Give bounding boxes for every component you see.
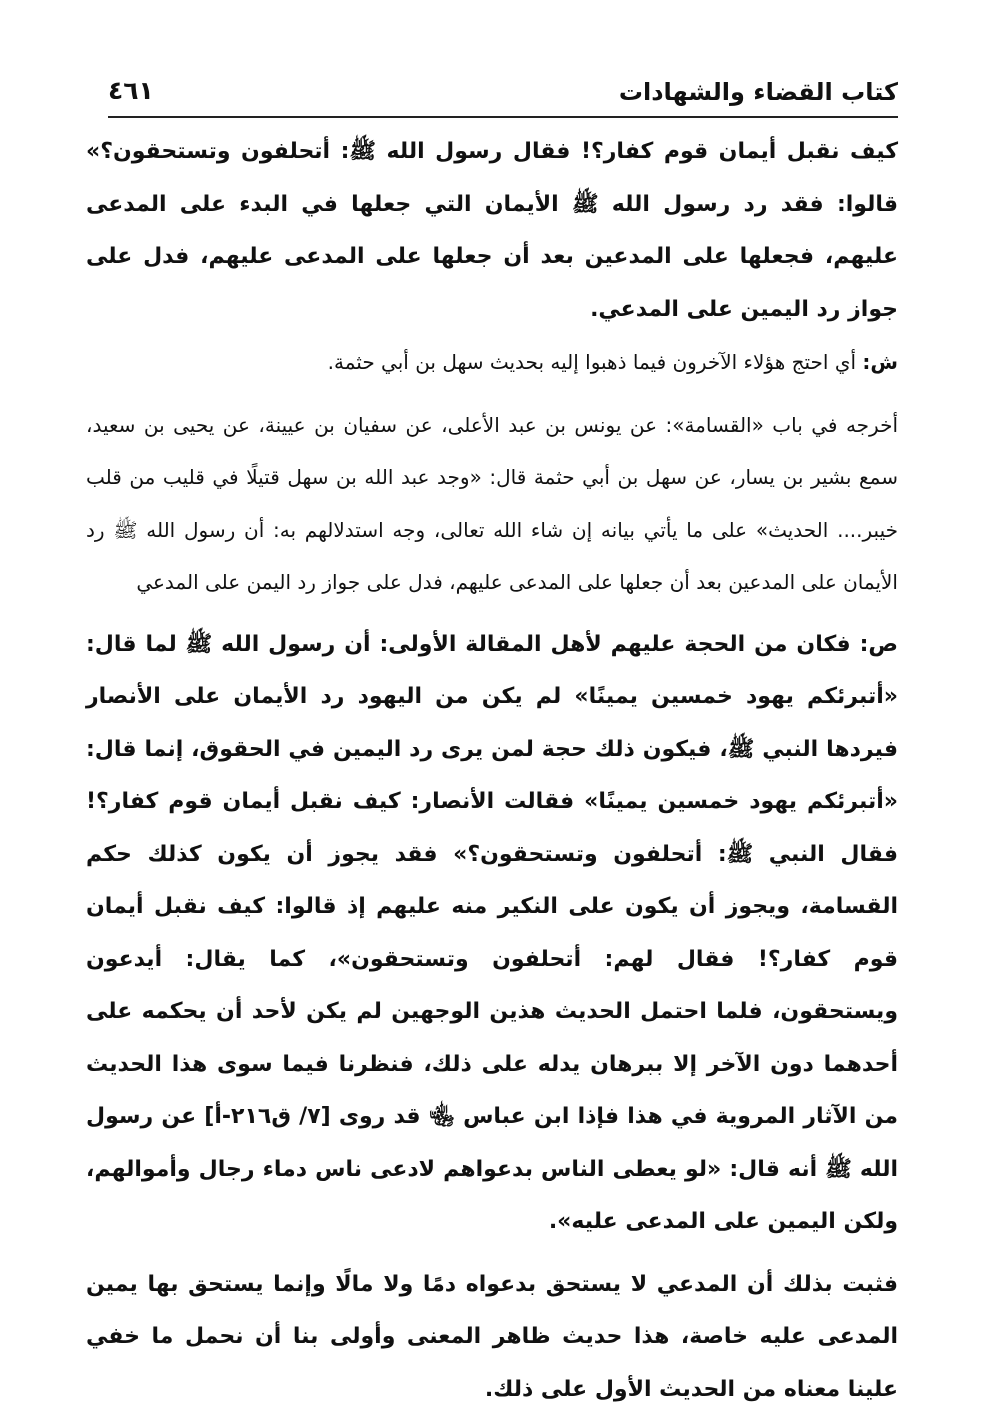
paragraph-text: أخرجه في باب «القسامة»: عن يونس بن عبد الأعلى، عن سفيان بن عيينة، عن يحيى بن سعيد، سمع بشير بن يسار، عن سهل بن أبي حثمة قال: «وجد عبد الله بن سهل قتيلًا في قليب من قلب خيبر.... الحديث» على ما يأتي بيانه إن شاء الله تعالى، وجه استدلالهم به: أن رسول الله ﷺ رد الأيمان على المدعين بعد أن جعلها على المدعى عليهم، فدل على جواز رد اليمن على المدعي <box>86 413 898 595</box>
text-paragraph <box>86 1259 898 1416</box>
paragraph-text: فثبت بذلك أن المدعي لا يستحق بدعواه دمًا ولا مالًا وإنما يستحق بها يمين المدعى عليه خاصة، هذا حديث ظاهر المعنى وأولى بنا أن نحمل ما خفي علينا معناه من الحديث الأول على ذلك. <box>86 1272 898 1402</box>
page-header <box>108 70 898 118</box>
running-title: كتاب القضاء والشهادات <box>619 78 898 106</box>
paragraph-text: فكان من الحجة عليهم لأهل المقالة الأولى: أن رسول الله ﷺ لما قال: «أتبرئكم يهود خمسين يمينًا» لم يكن من اليهود رد الأيمان على الأنصار فيردها النبي ﷺ، فيكون ذلك حجة لمن يرى رد اليمين في الحقوق، إنما قال: «أتبرئكم يهود خمسين يمينًا» فقالت الأنصار: كيف نقبل أيمان قوم كفار؟! فقال النبي ﷺ: أتحلفون وتستحقون؟» فقد يجوز أن يكون كذلك حكم القسامة، ويجوز أن يكون على النكير منه عليهم إذ قالوا: كيف نقبل أيمان قوم كفار؟! فقال لهم: أتحلفون وتستحقون»، كما يقال: أيدعون ويستحقون، فلما احتمل الحديث هذين الوجهين لم يكن لأحد أن يحكمه على أحدهما دون الآخر إلا ببرهان يدله على ذلك، فنظرنا فيما سوى هذا الحديث من الآثار المروية في هذا فإذا ابن عباس ﵄ قد روى [٧/ ق٢١٦-أ] عن رسول الله ﷺ أنه قال: «لو يعطى الناس بدعواهم لادعى ناس دماء رجال وأموالهم، ولكن اليمين على المدعى عليه». <box>86 632 898 1235</box>
paragraph-text: أي احتج هؤلاء الآخرون فيما ذهبوا إليه بحديث سهل بن أبي حثمة. <box>328 350 856 374</box>
paragraph-label: ش: <box>862 350 898 374</box>
text-paragraph <box>86 126 898 336</box>
page-body <box>86 126 898 1416</box>
page-number: ٤٦١ <box>108 76 154 105</box>
commentary-paragraph <box>86 336 898 389</box>
commentary-paragraph <box>86 399 898 609</box>
text-paragraph <box>86 619 898 1249</box>
paragraph-text: كيف نقبل أيمان قوم كفار؟! فقال رسول الله ﷺ: أتحلفون وتستحقون؟» قالوا: فقد رد رسول الله ﷺ الأيمان التي جعلها في البدء على المدعى عليهم، فجعلها على المدعين بعد أن جعلها على المدعى عليهم، فدل على جواز رد اليمين على المدعي. <box>86 139 898 322</box>
paragraph-label: ص: <box>860 632 898 657</box>
